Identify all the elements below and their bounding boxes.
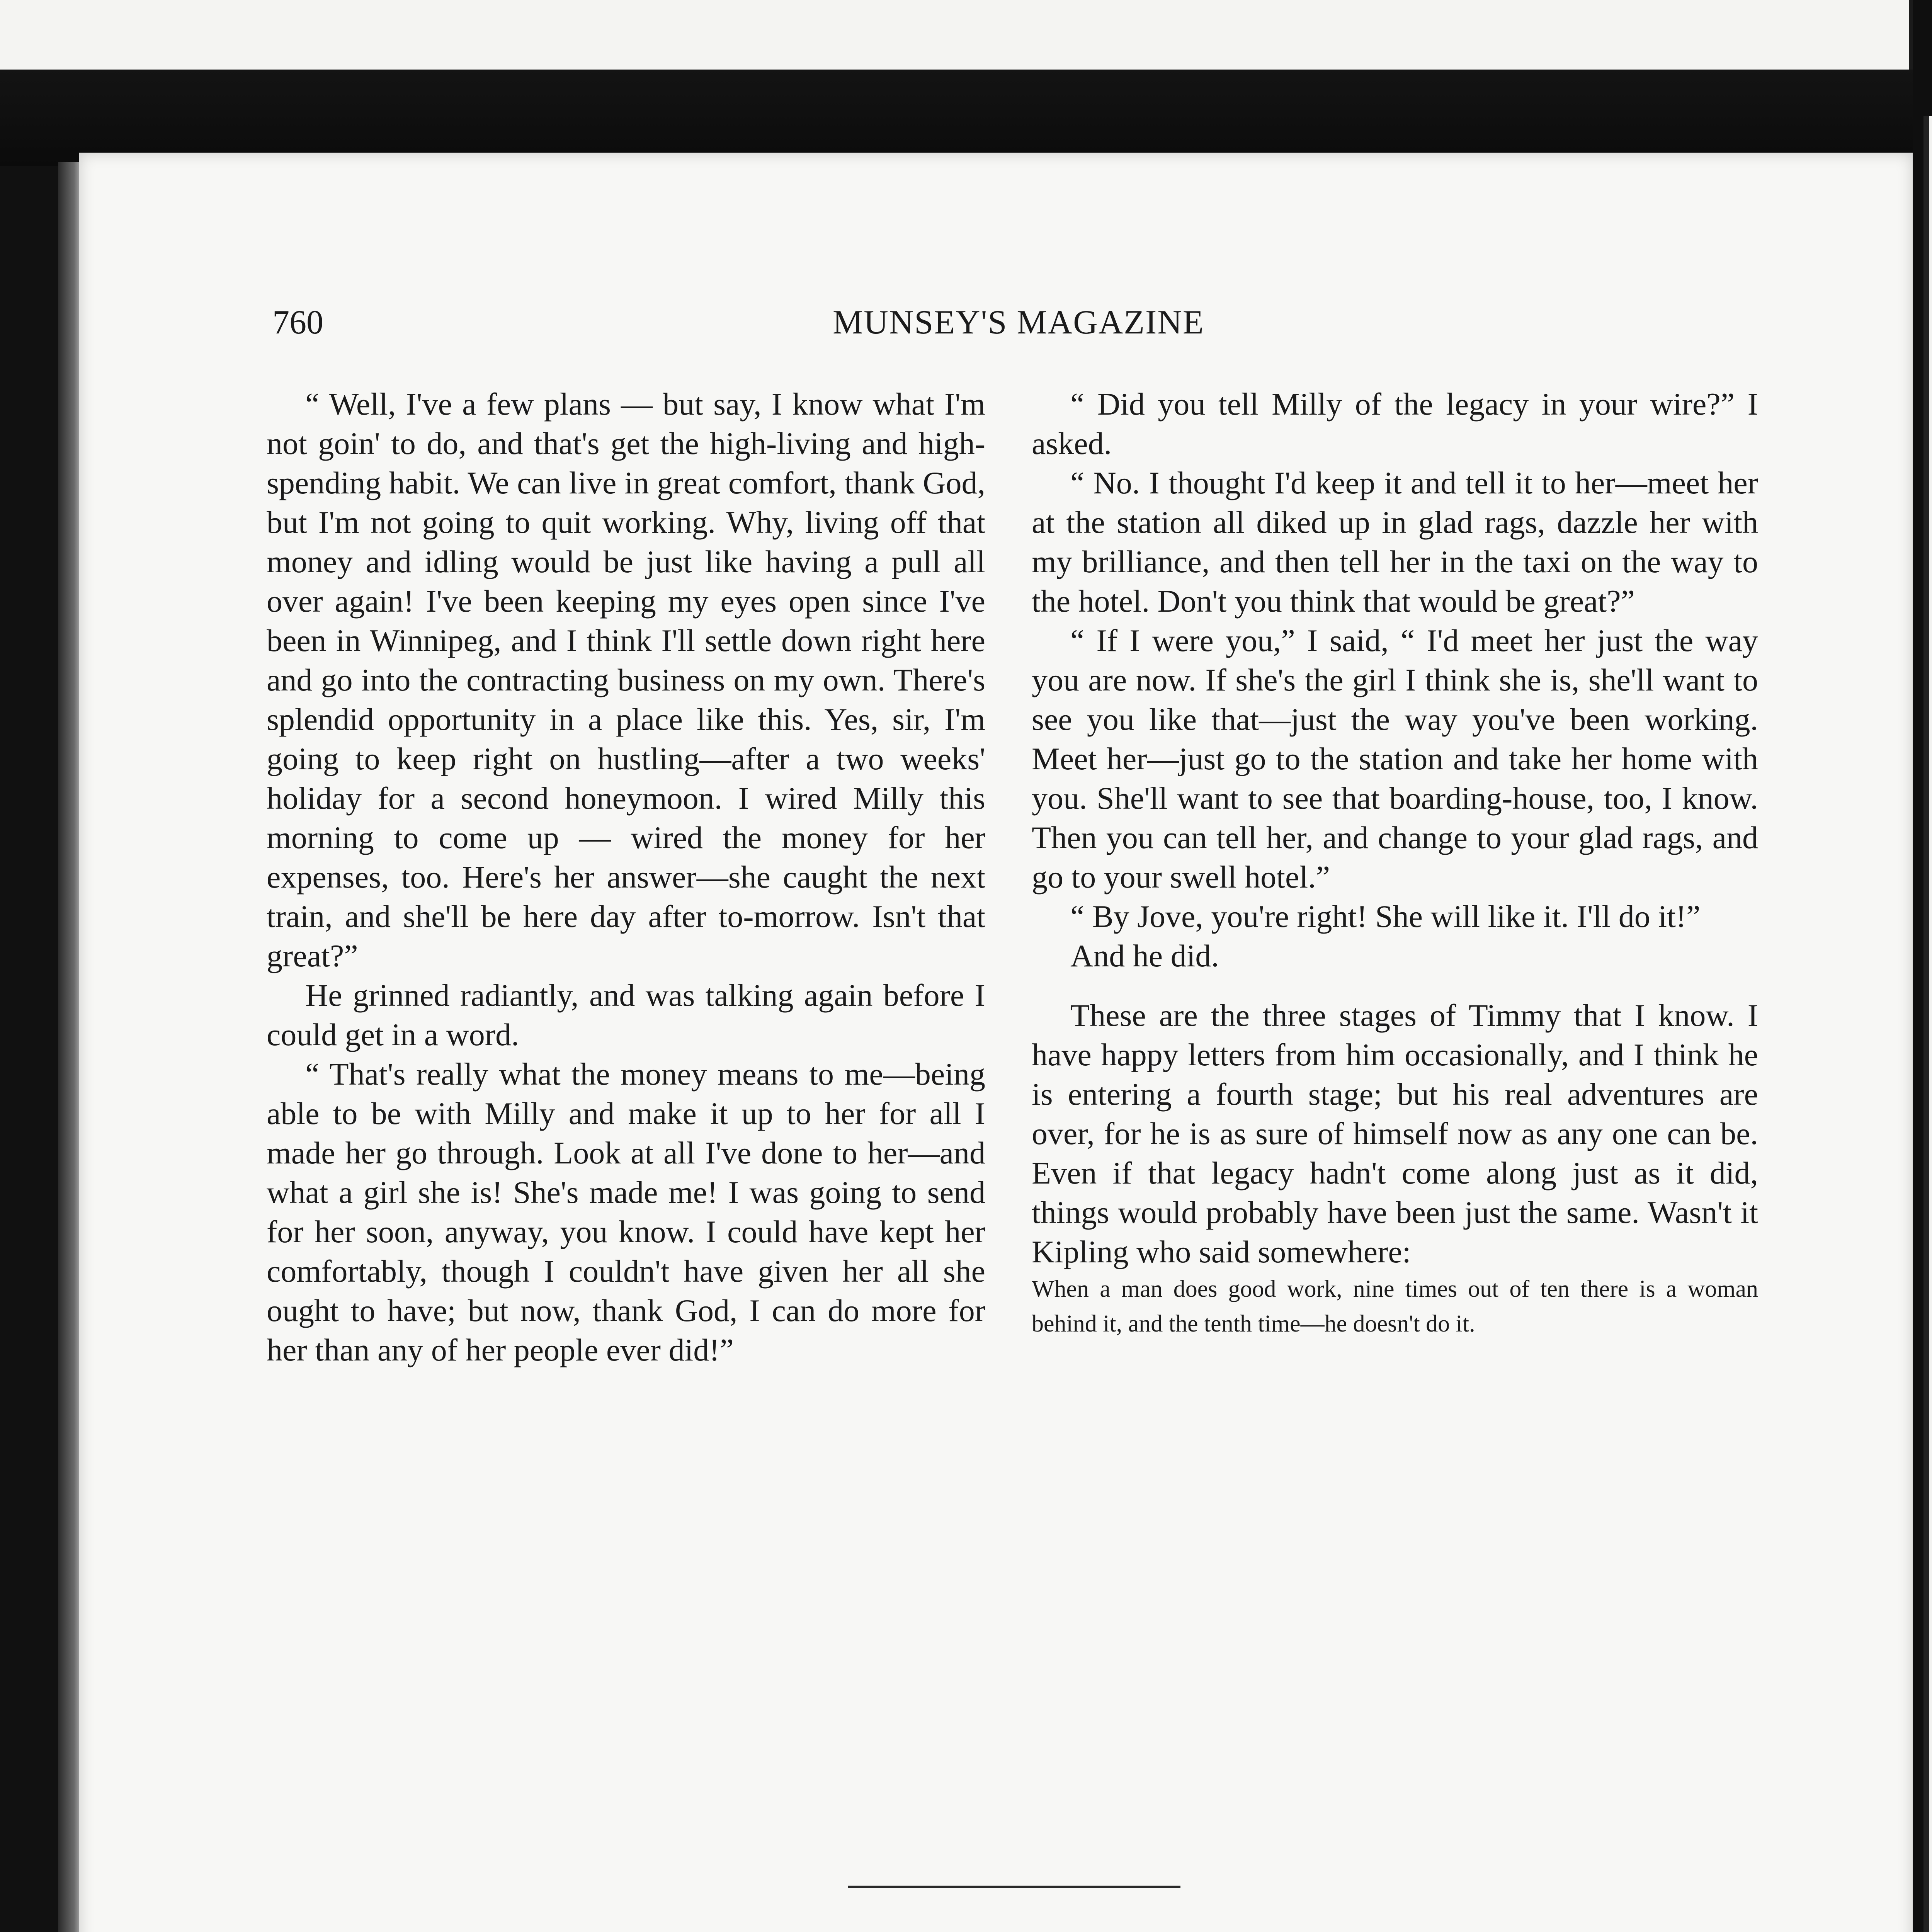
left-column: [267, 384, 985, 1370]
magazine-title: MUNSEY'S MAGAZINE: [833, 304, 1204, 341]
running-head: [272, 296, 1791, 350]
page-number: 760: [272, 304, 323, 341]
paragraph: “ Well, I've a few plans — but say, I know what I'm not goin' to do, and that's get the high-living and high-spending habit. We can live in great comfort, thank God, but I'm not going to quit working. Why, living off that money and idling would be just like having a pull all over again! I've been keeping my eyes open since I've been in Winnipeg, and I think I'll settle down right here and go into the contracting business on my own. There's splendid opportunity in a place like this. Yes, sir, I'm going to keep right on hustling—after a two weeks' holiday for a second honeymoon. I wired Milly this morning to come up — wired the money for her expenses, too. Here's her answer—she caught the next train, and she'll be here day after to-morrow. Isn't that great?”: [267, 386, 985, 973]
paragraph: “ That's really what the money means to me—being able to be with Milly and make it up to her for all I made her go through. Look at all I've done to her—and what a girl she is! She's made me! I was going to send for her soon, anyway, you know. I could have kept her comfortably, though I couldn't have given her all she ought to have; but now, thank God, I can do more for her than any of her people ever did!”: [267, 1056, 985, 1367]
paragraph: “ By Jove, you're right! She will like it. I'll do it!”: [1070, 899, 1701, 934]
paragraph: “ If I were you,” I said, “ I'd meet her just the way you are now. If she's the girl I think she is, she'll want to see you like that—just the way you've been working. Meet her—just go to the station and take her home with you. She'll want to see that boarding-house, too, I know. Then you can tell her, and change to your glad rags, and go to your swell hotel.”: [1032, 623, 1758, 895]
paragraph: He grinned radiantly, and was talking again before I could get in a word.: [267, 978, 985, 1052]
previous-page-edge: [0, 0, 1917, 70]
kipling-quote: When a man does good work, nine times out of ten there is a woman behind it, and the tenth time—he doesn't do it.: [1032, 1276, 1758, 1337]
page-content: [79, 153, 1913, 1932]
section-divider: [848, 1886, 1180, 1888]
paragraph: These are the three stages of Timmy that I know. I have happy letters from him occasionally, and I think he is entering a fourth stage; but his real adventures are over, for he is as sure of himself now as any one can be. Even if that legacy hadn't come along just as it did, things would probably have been just the same. Wasn't it Kipling who said somewhere:: [1032, 998, 1758, 1269]
magazine-page: [79, 153, 1913, 1932]
paragraph: And he did.: [1070, 938, 1219, 973]
facing-page-edge: [1923, 116, 1932, 1932]
right-column: [1032, 384, 1758, 1341]
paragraph: “ No. I thought I'd keep it and tell it to her—meet her at the station all diked up in glad rags, dazzle her with my brilliance, and then tell her in the taxi on the way to the hotel. Don't you think that would be great?”: [1032, 465, 1758, 619]
paragraph: “ Did you tell Milly of the legacy in your wire?” I asked.: [1032, 386, 1758, 461]
